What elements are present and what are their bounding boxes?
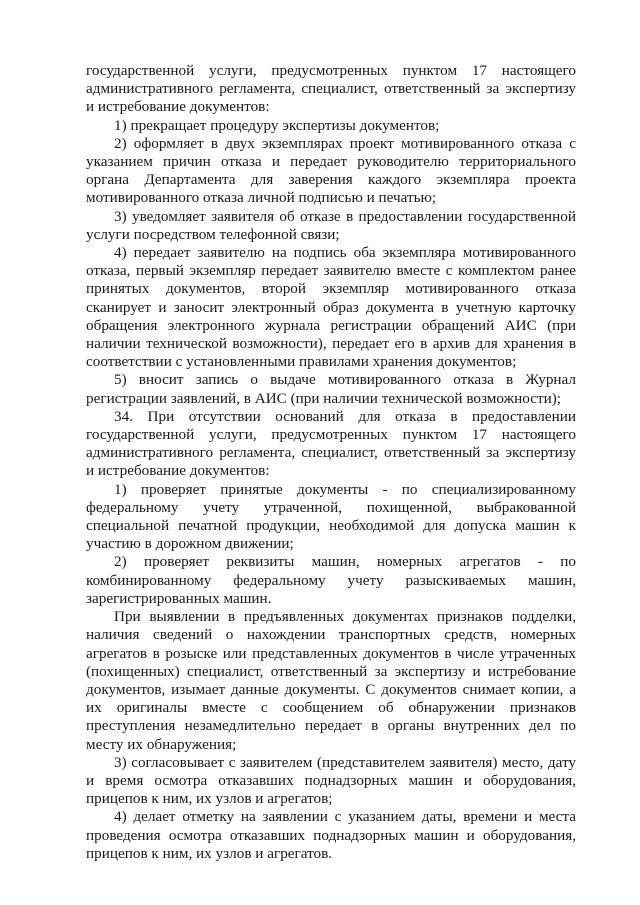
document-page (86, 62, 576, 863)
paragraph-5: 4) передает заявителю на подпись оба экземпляра мотивированного отказа, первый экземпляр передает заявителю вместе с комплектом ранее принятых документов, второй экземпляр мотивированного отказа сканирует и заносит электронный образ документа в учетную карточку обращения электронного журнала регистрации обращений АИС (при наличии технической возможности), передает его в архив для хранения в соответствии с установленными правилами хранения документов; (86, 244, 576, 371)
paragraph-1: государственной услуги, предусмотренных пунктом 17 настоящего административного регламента, специалист, ответственный за экспертизу и истребование документов: (86, 62, 576, 116)
paragraph-7: 34. При отсутствии оснований для отказа в предоставлении государственной услуги, предусмотренных пунктом 17 настоящего административного регламента, специалист, ответственный за экспертизу и истребование документов: (86, 407, 576, 480)
paragraph-4: 3) уведомляет заявителя об отказе в предоставлении государственной услуги посредством телефонной связи; (86, 207, 576, 243)
paragraph-11: 3) согласовывает с заявителем (представителем заявителя) место, дату и время осмотра отказавших поднадзорных машин и оборудования, прицепов к ним, их узлов и агрегатов; (86, 753, 576, 808)
paragraph-12: 4) делает отметку на заявлении с указанием даты, времени и места проведения осмотра отказавших поднадзорных машин и оборудования, прицепов к ним, их узлов и агрегатов. (86, 808, 576, 862)
paragraph-8: 1) проверяет принятые документы - по специализированному федеральному учету утраченной, похищенной, выбракованной специальной печатной продукции, необходимой для допуска машин к участию в дорожном движении; (86, 480, 576, 553)
paragraph-9: 2) проверяет реквизиты машин, номерных агрегатов - по комбинированному федеральному учету разыскиваемых машин, зарегистрированных машин. (86, 553, 576, 607)
paragraph-10: При выявлении в предъявленных документах признаков подделки, наличия сведений о нахождении транспортных средств, номерных агрегатов в розыске или представленных документов в числе утраченных (похищенных) специалист, ответственный за экспертизу и истребование документов, изымает данные документы. С документов снимает копии, а их оригиналы вместе с сообщением об обнаружении признаков преступления незамедлительно передает в органы внутренних дел по месту их обнаружения; (86, 608, 576, 753)
paragraph-6: 5) вносит запись о выдаче мотивированного отказа в Журнал регистрации заявлений, в АИС (при наличии технической возможности); (86, 371, 576, 407)
paragraph-2: 1) прекращает процедуру экспертизы документов; (114, 116, 440, 134)
paragraph-3: 2) оформляет в двух экземплярах проект мотивированного отказа с указанием причин отказа и передает руководителю территориального органа Департамента для заверения каждого экземпляра проекта мотивированного отказа личной подписью и печатью; (86, 134, 576, 207)
